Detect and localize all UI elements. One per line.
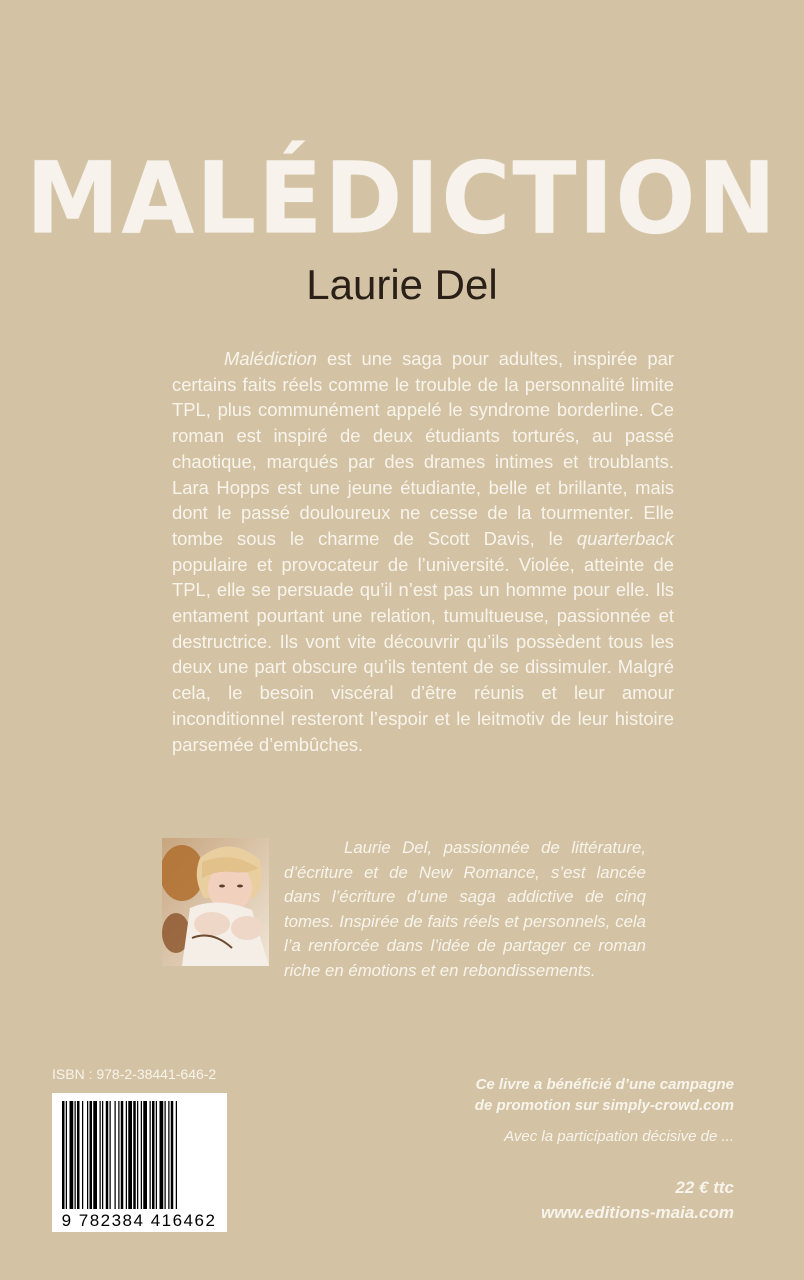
participation-text: Avec la participation décisive de ... xyxy=(504,1128,734,1145)
synopsis-text xyxy=(172,346,674,757)
barcode-bar xyxy=(128,1101,132,1209)
barcode-bar xyxy=(141,1101,142,1209)
synopsis-part-1: est une saga pour adultes, inspirée par certains faits réels comme le trouble de la personnalité limite TPL, plus communément appelé le syndrome borderline. Ce roman est inspiré de deux étudiants torturés, au passé chaotique, marqués par des drames intimes et troublants. Lara Hopps est une jeune étudiante, belle et brillante, mais dont le passé douloureux ne cesse de la tourmenter. Elle tombe sous le charme de Scott Davis, le xyxy=(172,348,674,549)
promo-line-1: Ce livre a bénéficié d’une campagne xyxy=(475,1076,734,1093)
barcode-bar xyxy=(143,1101,147,1209)
barcode-bar xyxy=(70,1101,74,1209)
barcode-digits: 9 782384 416462 xyxy=(61,1211,217,1230)
barcode-bar xyxy=(100,1101,101,1209)
barcode-bar xyxy=(82,1101,83,1209)
publisher-website: www.editions-maia.com xyxy=(540,1203,734,1222)
barcode-bar xyxy=(106,1101,109,1209)
barcode-bar xyxy=(62,1101,65,1209)
barcode-bar xyxy=(77,1101,80,1209)
barcode-bar xyxy=(176,1101,177,1209)
barcode-bar xyxy=(165,1101,166,1209)
barcode-bar xyxy=(160,1101,164,1209)
barcode-bar xyxy=(121,1101,124,1209)
barcode-bar xyxy=(90,1101,93,1209)
author-bio-text: Laurie Del, passionnée de littérature, d’écriture et de New Romance, s’est lancée dans l’écriture d’une saga addictive de cinq tomes. Inspirée de faits réels et personnels, cela l’a renforcée dans l’idée de partager ce roman riche en émotions et en rebondissements. xyxy=(284,838,646,980)
barcode-bar xyxy=(152,1101,155,1209)
barcode-bar xyxy=(115,1101,116,1209)
isbn-label: ISBN : 978-2-38441-646-2 xyxy=(52,1066,217,1082)
synopsis-italic-word: quarterback xyxy=(576,527,674,549)
synopsis-title-italic: Malédiction xyxy=(224,348,318,369)
barcode-bar xyxy=(168,1101,169,1209)
author-name: Laurie Del xyxy=(306,261,498,308)
barcode-bar xyxy=(102,1101,103,1209)
author-photo xyxy=(162,838,269,966)
price-label: 22 € ttc xyxy=(675,1178,734,1197)
promo-line-2: de promotion sur simply-crowd.com xyxy=(474,1097,734,1114)
barcode-bar xyxy=(137,1101,138,1209)
barcode-bar xyxy=(150,1101,151,1209)
barcode-bars xyxy=(62,1101,177,1209)
book-title: MALÉDICTION xyxy=(25,142,779,257)
synopsis-part-2: populaire et provocateur de l’université. Violée, atteinte de TPL, elle se persuade qu’il n’est pas un homme pour elle. Ils entament pourtant une relation, tumultueuse, passionnée et destructrice. Ils vont vite découvrir qu’ils possèdent tous les deux une part obscure qu’ils tentent de se dissimuler. Malgré cela, le besoin viscéral d’être réunis et leur amour inconditionnel resteront l’espoir et le leitmotiv de leur histoire parsemée d’embûches. xyxy=(172,553,674,755)
barcode-bar xyxy=(93,1101,97,1209)
barcode-bar xyxy=(156,1101,157,1209)
author-bio xyxy=(284,836,646,983)
barcode-bar xyxy=(87,1101,88,1209)
barcode-bar xyxy=(66,1101,67,1209)
barcode-bar xyxy=(133,1101,136,1209)
barcode-bar xyxy=(171,1101,174,1209)
barcode xyxy=(52,1093,227,1232)
barcode-bar xyxy=(75,1101,76,1209)
barcode-bar xyxy=(126,1101,127,1209)
barcode-bar xyxy=(118,1101,119,1209)
promo-block xyxy=(414,1074,734,1116)
barcode-bar xyxy=(110,1101,111,1209)
